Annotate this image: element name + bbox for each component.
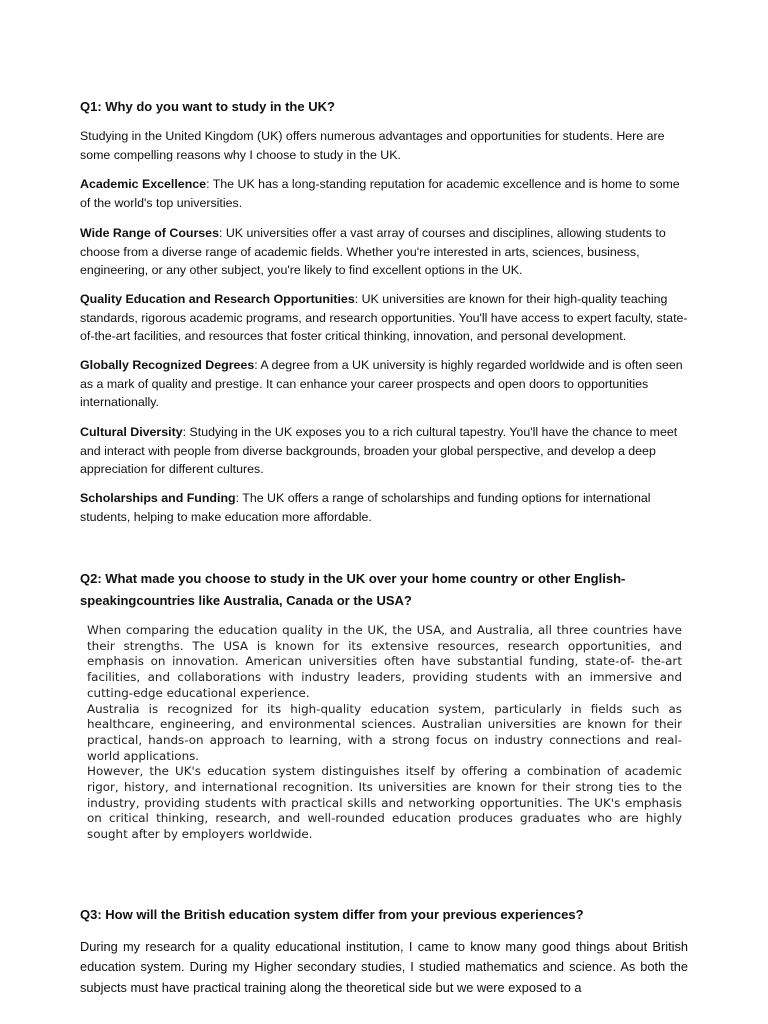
reason-cultural-diversity	[80, 423, 692, 479]
q3-paragraph: During my research for a quality educational institution, I came to know many good things about British education system. During my Higher secondary studies, I studied mathematics and science. As both the subjects must have practical training along the theoretical side but we were exposed to a	[80, 939, 688, 995]
reason-wide-range-of-courses	[80, 224, 692, 280]
reason-heading: Wide Range of Courses	[80, 226, 219, 240]
reason-academic-excellence	[80, 175, 692, 212]
reason-heading: Globally Recognized Degrees	[80, 358, 255, 372]
reason-heading: Academic Excellence	[80, 177, 207, 191]
q1-intro: Studying in the United Kingdom (UK) offers numerous advantages and opportunities for students. Here are some compelling reasons why I choose to study in the UK.	[80, 129, 665, 162]
q2-title: Q2: What made you choose to study in the UK over your home country or other English-speakingcountries like Australia, Canada or the USA?	[80, 571, 626, 608]
reason-heading: Cultural Diversity	[80, 425, 183, 439]
reason-globally-recognized-degrees	[80, 356, 692, 412]
q2-paragraph: When comparing the education quality in the UK, the USA, and Australia, all three countries have their strengths. The USA is known for its extensive resources, research opportunities, and emphasis on innovation. American universities often have substantial funding, state-of- the-art facilities, and collaborations with industry leaders, providing students with an immersive and cutting-edge educational experience.	[87, 623, 682, 700]
reason-text: : Studying in the UK exposes you to a rich cultural tapestry. You'll have the chance to meet and interact with people from diverse backgrounds, broaden your global perspective, and develop a deep appreciation for different cultures.	[80, 425, 678, 477]
q2-paragraph: Australia is recognized for its high-quality education system, particularly in fields such as healthcare, engineering, and environmental sciences. Australian universities are known for their practical, hands-on approach to learning, with a strong focus on industry connections and real-world applications.	[87, 701, 682, 763]
q2-paragraph: However, the UK's education system distinguishes itself by offering a combination of academic rigor, history, and international recognition. Its universities are known for their strong ties to the industry, providing students with practical skills and networking opportunities. The UK's emphasis on critical thinking, research, and well-rounded education produces graduates who are highly sought after by employers worldwide.	[87, 764, 682, 842]
q2-answer	[87, 623, 682, 843]
reason-heading: Quality Education and Research Opportunities	[80, 292, 355, 306]
q1-title: Q1: Why do you want to study in the UK?	[80, 99, 335, 114]
reason-text: : UK universities are known for their high-quality teaching standards, rigorous academic programs, and research opportunities. You'll have access to expert faculty, state-of-the-art facilities, and resources that foster critical thinking, innovation, and personal development.	[80, 292, 688, 344]
reason-text: : UK universities offer a vast array of courses and disciplines, allowing students to choose from a diverse range of academic fields. Whether you're interested in arts, sciences, business, engineering, or any other subject, you're likely to find excellent options in the UK.	[80, 226, 666, 278]
reason-heading: Scholarships and Funding	[80, 491, 236, 505]
reason-scholarships-funding	[80, 489, 692, 526]
reason-text: : The UK has a long-standing reputation for academic excellence and is home to some of the world's top universities.	[80, 177, 680, 210]
q3-title: Q3: How will the British education system differ from your previous experiences?	[80, 907, 584, 922]
reason-quality-education	[80, 290, 692, 346]
reason-text: : A degree from a UK university is highly regarded worldwide and is often seen as a mark of quality and prestige. It can enhance your career prospects and open doors to opportunities internationally.	[80, 358, 683, 410]
reason-text: : The UK offers a range of scholarships and funding options for international students, helping to make education more affordable.	[80, 491, 651, 524]
